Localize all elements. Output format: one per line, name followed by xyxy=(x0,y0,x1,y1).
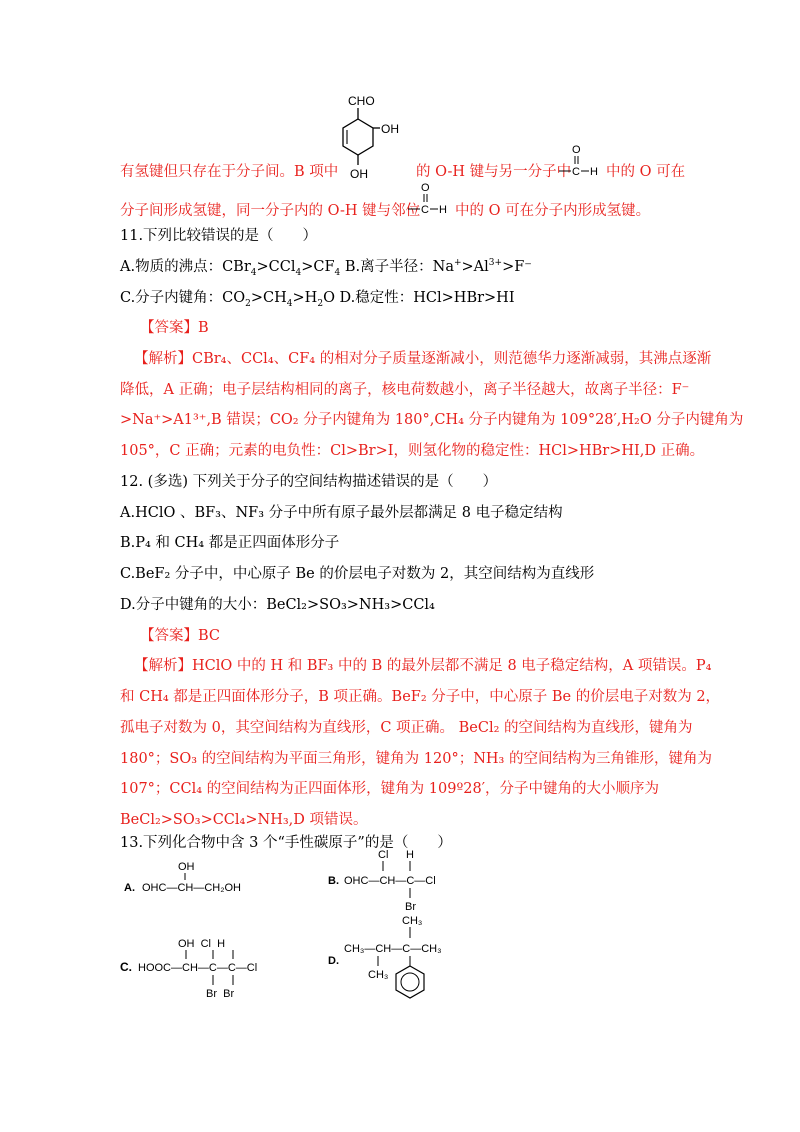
q12-option-c: C.BeF₂ 分子中，中心原子 Be 的价层电子对数为 2，其空间结构为直线形 xyxy=(120,566,595,582)
formula: CH₃—CH—C—CH₃ xyxy=(344,943,442,955)
q11-option-a: A.物质的沸点：$CBr_4>CCl_4>CF_4$ xyxy=(120,259,341,278)
q12-explanation-6: BeCl₂>SO₃>CCl₄>NH₃,D 项错误。 xyxy=(120,812,368,828)
cl-label: Cl xyxy=(378,849,389,861)
oh-label: OH xyxy=(178,861,195,873)
continuation-line-1 xyxy=(120,162,338,182)
aldehyde-group-1 xyxy=(557,142,603,184)
q12-explanation-5: 107°；CCl₄ 的空间结构为正四面体形，键角为 109º28′，分子中键角的大小顺序为 xyxy=(120,781,660,797)
h-label: H xyxy=(406,849,414,861)
br-label: Br xyxy=(405,901,416,913)
continuation-line-2 xyxy=(120,201,420,221)
continuation-line-1c xyxy=(606,162,685,182)
text-segment: 分子间形成氢键，同一分子内的 O-H 键与邻位 xyxy=(120,203,421,219)
ch3-top: CH₃ xyxy=(402,915,423,927)
q12-option-a: A.HClO 、BF₃、NF₃ 分子中所有原子最外层都满足 8 电子稳定结构 xyxy=(120,505,563,521)
text-segment: 中的 O 可在分子内形成氢键。 xyxy=(455,203,651,219)
aldehyde-h: H xyxy=(439,204,447,216)
q12-explanation-3: 孤电子对数为 0，其空间结构为直线形，C 项正确。 BeCl₂ 的空间结构为直线形，键角为 xyxy=(120,720,693,736)
q11-explanation-2: 降低，A 正确；电子层结构相同的离子，核电荷数越小，离子半径越大，故离子半径：F⁻ xyxy=(120,382,690,398)
aldehyde-group-2 xyxy=(406,180,452,222)
continuation-line-2b xyxy=(455,201,650,221)
text-segment: 中的 O 可在 xyxy=(606,164,686,180)
q11-option-c: C.分子内键角：$CO_2>CH_4>H_2O$ xyxy=(120,290,335,309)
benzaldehyde-structure xyxy=(330,92,410,184)
q13-option-d-structure xyxy=(326,910,486,1010)
top-substituents: OH Cl H xyxy=(178,938,226,950)
bottom-substituents: Br Br xyxy=(206,988,235,1000)
formula: HOOC—CH—C—C—Cl xyxy=(138,962,258,974)
cho-label: CHO xyxy=(348,94,375,108)
q13-option-c-structure xyxy=(118,933,288,1005)
formula: OHC—CH—C—Cl xyxy=(344,875,436,887)
q11-explanation-4: 105°，C 正确；元素的电负性：Cl>Br>I，则氢化物的稳定性：HCl>HBr>HI,D 正确。 xyxy=(120,443,705,459)
q13-stem: 13.下列化合物中含 3 个“手性碳原子”的是（ ） xyxy=(120,835,452,851)
q12-option-d: D.分子中键角的大小：BeCl₂>SO₃>NH₃>CCl₄ xyxy=(120,597,435,613)
aldehyde-o: O xyxy=(421,182,430,194)
ch3-left: CH₃ xyxy=(368,969,389,981)
q11-answer: 【答案】B xyxy=(140,320,209,336)
formula: OHC—CH—CH₂OH xyxy=(142,882,241,894)
q11-explanation-1: 【解析】CBr₄、CCl₄、CF₄ 的相对分子质量逐渐减小，则范德华力逐渐减弱，其沸点逐渐 xyxy=(134,351,712,367)
q12-answer: 【答案】BC xyxy=(140,628,221,644)
aldehyde-o: O xyxy=(572,144,581,156)
q12-option-b: B.P₄ 和 CH₄ 都是正四面体形分子 xyxy=(120,535,340,551)
q11-options-cd xyxy=(120,288,515,308)
option-label: D. xyxy=(328,955,339,967)
q13-option-b-structure xyxy=(326,844,476,916)
option-label: C. xyxy=(120,960,132,974)
text-segment: 的 O-H 键与另一分子中 xyxy=(416,164,572,180)
q11-option-b: B.离子半径：$Na^+>Al^{3+}>F^-$ xyxy=(340,258,532,275)
oh-label-2: OH xyxy=(350,167,368,181)
text-segment: 有氢键但只存在于分子间。B 项中 xyxy=(120,164,339,180)
option-label: A. xyxy=(124,882,135,894)
q12-explanation-1: 【解析】HClO 中的 H 和 BF₃ 中的 B 的最外层都不满足 8 电子稳定结构，A 项错误。P₄ xyxy=(134,658,712,674)
aldehyde-c: C xyxy=(572,166,580,178)
option-label: B. xyxy=(328,875,339,887)
q12-explanation-2: 和 CH₄ 都是正四面体形分子，B 项正确。BeF₂ 分子中，中心原子 Be 的价层电子对数为 2， xyxy=(120,689,721,705)
q12-explanation-4: 180°；SO₃ 的空间结构为平面三角形，键角为 120°；NH₃ 的空间结构为三角锥形，键角为 xyxy=(120,751,712,767)
q11-options-ab xyxy=(120,257,532,277)
q11-stem: 11.下列比较错误的是（ ） xyxy=(120,228,318,244)
aldehyde-c: C xyxy=(421,204,429,216)
q12-stem: 12. (多选) 下列关于分子的空间结构描述错误的是（ ） xyxy=(120,474,498,490)
q13-option-a-structure xyxy=(120,858,290,898)
q11-option-d: D.稳定性：HCl>HBr>HI xyxy=(334,290,515,306)
q11-explanation-3: >Na⁺>A1³⁺,B 错误；CO₂ 分子内键角为 180°,CH₄ 分子内键角为 109°28′,H₂O 分子内键角为 xyxy=(120,412,744,428)
oh-label-1: OH xyxy=(381,122,399,136)
continuation-line-1b xyxy=(416,162,571,182)
aldehyde-h: H xyxy=(590,166,598,178)
